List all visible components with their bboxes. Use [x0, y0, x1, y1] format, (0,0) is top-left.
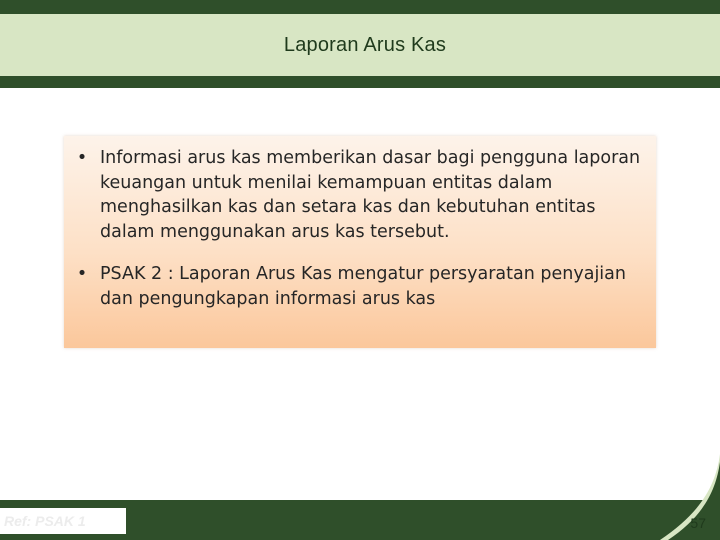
- reference-label: Ref: PSAK 1: [4, 513, 86, 529]
- bullet-item: [64, 262, 642, 311]
- title-bar: [0, 14, 720, 76]
- content-box: [64, 136, 656, 348]
- bullet-text: Informasi arus kas memberikan dasar bagi pengguna laporan keuangan untuk menilai kemampuan entitas dalam menghasilkan kas dan setara kas dan kebutuhan entitas dalam menggunakan arus kas tersebut.: [100, 148, 641, 242]
- bullet-list: [64, 146, 642, 311]
- bullet-text: PSAK 2 : Laporan Arus Kas mengatur persyaratan penyajian dan pengungkapan informasi arus kas: [100, 264, 626, 309]
- bullet-marker: •: [76, 148, 88, 168]
- slide-title: Laporan Arus Kas: [283, 33, 447, 56]
- reference-box: [0, 508, 126, 534]
- page-number: 57: [690, 515, 706, 531]
- bullet-marker: •: [76, 264, 88, 284]
- bullet-item: [64, 146, 642, 244]
